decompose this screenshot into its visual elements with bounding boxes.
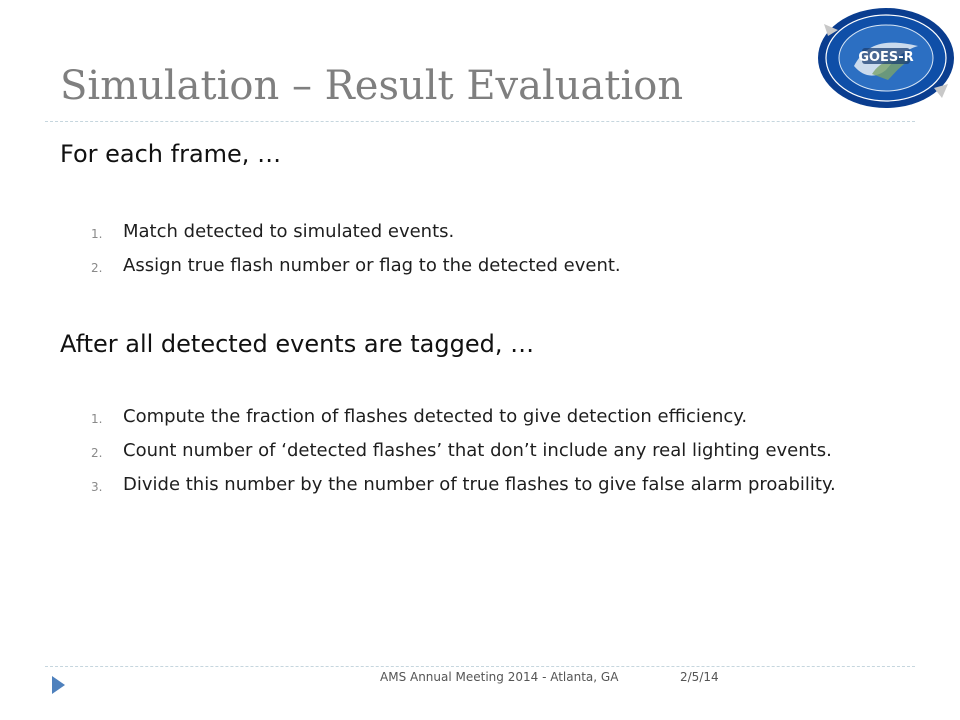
list-item-text: Match detected to simulated events. bbox=[123, 221, 455, 242]
list-number: 3. bbox=[91, 480, 103, 494]
list-number: 1. bbox=[91, 412, 103, 426]
section-heading-each-frame: For each frame, … bbox=[60, 140, 282, 168]
list-number: 2. bbox=[91, 261, 103, 275]
list-number: 2. bbox=[91, 446, 103, 460]
list-number: 1. bbox=[91, 227, 103, 241]
next-slide-arrow-icon[interactable] bbox=[48, 673, 68, 697]
list-item-text: Assign true flash number or flag to the detected event. bbox=[123, 255, 621, 276]
title-divider bbox=[45, 121, 915, 122]
logo-text: GOES-R bbox=[858, 50, 914, 65]
footer-date: 2/5/14 bbox=[680, 670, 719, 684]
goes-r-logo bbox=[814, 4, 960, 114]
list-item-text: Compute the fraction of flashes detected to give detection efficiency. bbox=[123, 406, 748, 427]
list-item-text: Divide this number by the number of true flashes to give false alarm proability. bbox=[123, 474, 836, 495]
list-item-text: Count number of ‘detected flashes’ that don’t include any real lighting events. bbox=[123, 440, 832, 461]
section-heading-after-tagged: After all detected events are tagged, … bbox=[60, 330, 535, 358]
footer-meeting: AMS Annual Meeting 2014 - Atlanta, GA bbox=[380, 670, 619, 684]
slide-title: Simulation – Result Evaluation bbox=[60, 63, 684, 109]
footer-divider bbox=[45, 666, 915, 667]
